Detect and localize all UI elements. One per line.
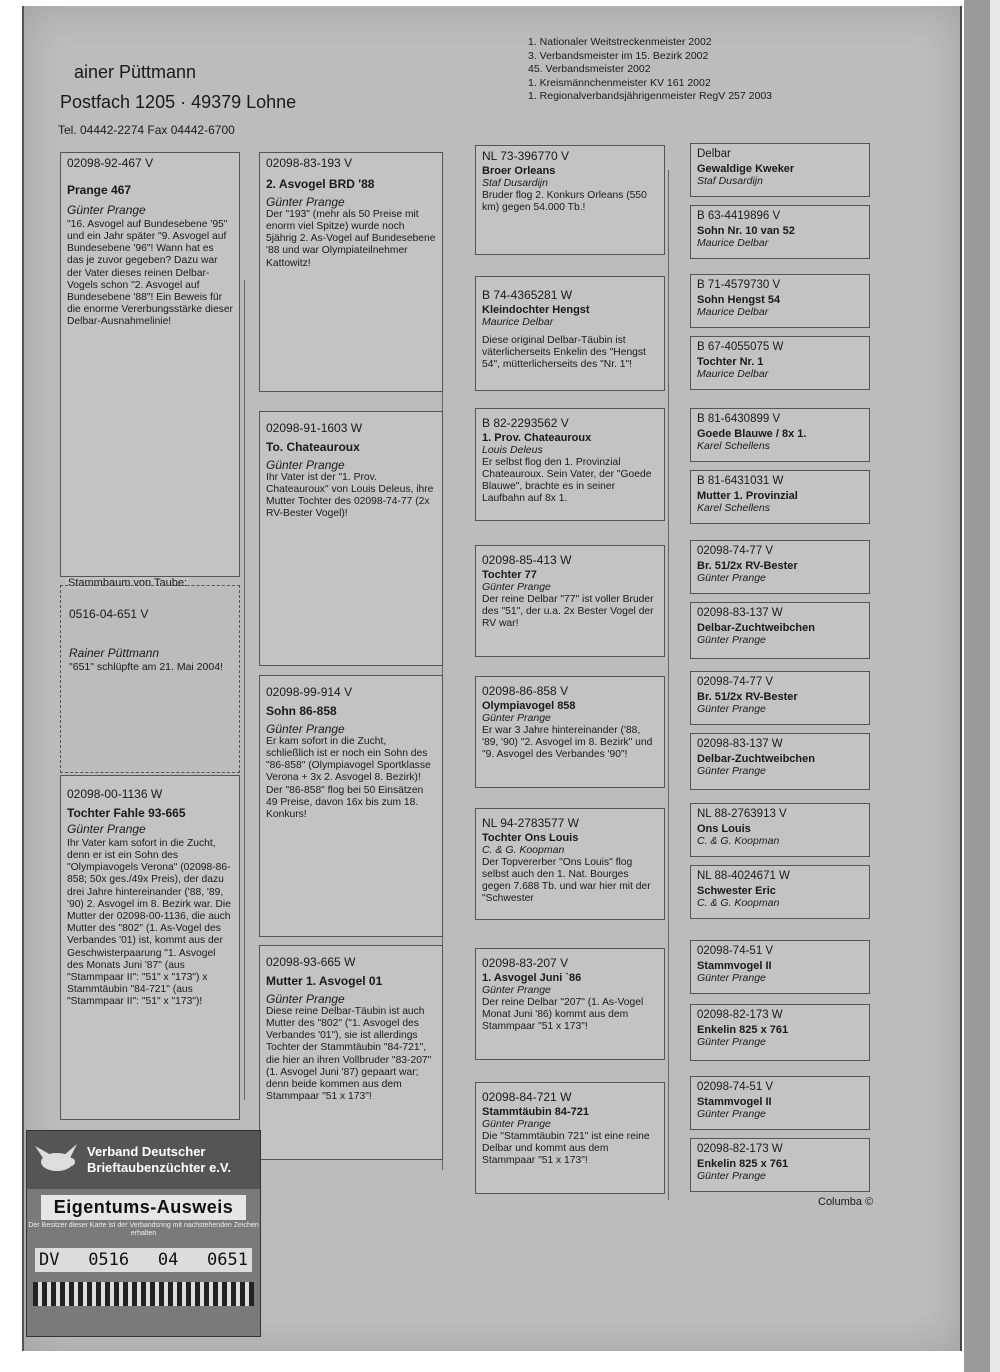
pedigree-connector bbox=[668, 170, 669, 1200]
breeder-name: Günter Prange bbox=[697, 634, 766, 647]
ring-number: 02098-99-914 V bbox=[266, 685, 353, 699]
ring-number: B 71-4579730 V bbox=[697, 279, 781, 291]
ring-number: 02098-82-173 W bbox=[697, 1009, 783, 1021]
breeder-name: Günter Prange bbox=[266, 992, 345, 1007]
breeder-name: Günter Prange bbox=[482, 581, 551, 594]
pigeon-name: Br. 51/2x RV-Bester bbox=[697, 559, 798, 572]
ownership-badge bbox=[26, 1130, 261, 1337]
breeder-name: Staf Dusardijn bbox=[482, 177, 548, 190]
pigeon-description: Diese original Delbar-Täubin ist väterlicherseits Enkelin des "Hengst 54", mütterlicherseits des "Nr. 1"! bbox=[482, 334, 646, 371]
pigeon-name: Tochter Nr. 1 bbox=[697, 355, 764, 368]
great-grandparent-card bbox=[475, 408, 665, 521]
ancestor-card bbox=[690, 602, 870, 659]
pigeon-description: Diese reine Delbar-Täubin ist auch Mutter des "802" ("1. Asvogel des Verbandes '01"), sie ist allerdings Tochter der Stammtäubin "84-721", die hier an ihren Vollbruder "83-207" (1. Asvogel Juni '87) gepaart war; denn beide kommen aus dem Stammpaar "51 x 173"! bbox=[266, 1005, 432, 1103]
breeder-name: Günter Prange bbox=[697, 1170, 766, 1183]
badge-ring-part: 0651 bbox=[207, 1250, 248, 1270]
great-grandparent-card bbox=[475, 808, 665, 920]
ring-number: 02098-83-137 W bbox=[697, 738, 783, 750]
pigeon-name: Schwester Eric bbox=[697, 884, 776, 897]
badge-security-pattern bbox=[33, 1282, 254, 1306]
pigeon-name: Enkelin 825 x 761 bbox=[697, 1023, 789, 1036]
pigeon-name: 1. Asvogel Juni `86 bbox=[482, 971, 582, 984]
ring-number: B 63-4419896 V bbox=[697, 210, 781, 222]
pigeon-name: Mutter 1. Provinzial bbox=[697, 489, 798, 502]
breeder-name: C. & G. Koopman bbox=[482, 844, 565, 857]
owner-phone: Tel. 04442-2274 Fax 04442-6700 bbox=[58, 123, 235, 137]
ancestor-card bbox=[690, 1004, 870, 1061]
ancestor-card bbox=[690, 671, 870, 725]
breeder-name: Günter Prange bbox=[697, 1108, 766, 1121]
ancestor-card bbox=[690, 1076, 870, 1130]
ancestor-card bbox=[690, 336, 870, 390]
ancestor-card bbox=[690, 408, 870, 462]
pigeon-description: "16. Asvogel auf Bundesebene '95" und ein Jahr später "9. Asvogel auf Bundesebene '96"! Wann hat es das je zuvor gegeben? Dazu war der Vater dieses reinen Delbar-Vogels schon "2. Asvogel auf Bundesebene '88"! Ein Beweis für die enorme Vererbungsstärke dieser Delbar-Ausnahmelinie! bbox=[67, 218, 233, 328]
pigeon-description: Er kam sofort in die Zucht, schließlich ist er noch ein Sohn des "86-858" (Olympiavogel Sportklasse Verona + 3x 2. Asvogel 8. Bezirk)! Der "86-858" flog bei 50 Einsätzen 49 Preise, davon 16x bis zum 18. Konkurs! bbox=[266, 735, 431, 820]
ancestor-card bbox=[690, 865, 870, 919]
pigeon-name: Delbar-Zuchtweibchen bbox=[697, 752, 815, 765]
parent-father-card bbox=[60, 152, 240, 577]
badge-header bbox=[27, 1131, 260, 1189]
pigeon-name: Enkelin 825 x 761 bbox=[697, 1157, 789, 1170]
pigeon-name: Sohn Hengst 54 bbox=[697, 293, 781, 306]
pigeon-name: Goede Blauwe / 8x 1. bbox=[697, 427, 807, 440]
achievement: 1. Nationaler Weitstreckenmeister 2002 bbox=[528, 36, 712, 48]
ring-number: 02098-74-51 V bbox=[697, 945, 774, 957]
breeder-name: Günter Prange bbox=[266, 195, 345, 210]
great-grandparent-card bbox=[475, 276, 665, 391]
pigeon-name: Delbar-Zuchtweibchen bbox=[697, 621, 815, 634]
ring-number: B 74-4365281 W bbox=[482, 288, 573, 302]
ring-number: B 82-2293562 V bbox=[482, 416, 569, 430]
great-grandparent-card bbox=[475, 1082, 665, 1194]
ancestor-card bbox=[690, 274, 870, 328]
pigeon-name: Sohn Nr. 10 van 52 bbox=[697, 224, 795, 237]
breeder-name: Günter Prange bbox=[67, 822, 146, 837]
ring-number: 02098-74-77 V bbox=[697, 545, 774, 557]
owner-name: ainer Püttmann bbox=[74, 62, 197, 82]
badge-ring-part: 0516 bbox=[88, 1250, 130, 1270]
scan-margin bbox=[990, 0, 1000, 1372]
breeder-name: Günter Prange bbox=[266, 722, 345, 737]
ring-number: NL 73-396770 V bbox=[482, 149, 569, 163]
badge-org-line: Brieftaubenzüchter e.V. bbox=[87, 1160, 232, 1175]
grandparent-card bbox=[259, 411, 443, 666]
subject-legend: Stammbaum von Taube: bbox=[68, 577, 188, 589]
pigeon-name: Sohn 86-858 bbox=[266, 703, 337, 718]
ring-number: B 81-6430899 V bbox=[697, 413, 781, 425]
pigeon-description: Der "193" (mehr als 50 Preise mit enorm viel Spitze) wurde noch 5jährig 2. As-Vogel auf Bundesebene '88 und war Olympiateilnehmer Kattowitz! bbox=[266, 208, 436, 269]
achievement: 3. Verbandsmeister im 15. Bezirk 2002 bbox=[528, 49, 709, 62]
ancestor-card bbox=[690, 540, 870, 594]
breeder-name: C. & G. Koopman bbox=[697, 897, 780, 910]
pigeon-logo-icon bbox=[33, 1140, 81, 1180]
pigeon-description: Bruder flog 2. Konkurs Orleans (550 km) gegen 54.000 Tb.! bbox=[482, 189, 647, 213]
badge-org-line: Verband Deutscher bbox=[87, 1144, 206, 1159]
pigeon-name: Broer Orleans bbox=[482, 164, 556, 177]
ring-number: 02098-85-413 W bbox=[482, 553, 572, 567]
pigeon-description: Ihr Vater kam sofort in die Zucht, denn er ist ein Sohn des "Olympiavogels Verona" (02098-86-858; 50x ges./49x Preis), der dazu drei Jahre hintereinander ('88, '89, '90) 2. Asvogel im 8. Bezirk war. Die Mutter der 02098-00-1136, die auch Mutter des "802" (1. As-Vogel des Verbandes '01) ist, kommt aus der Geschwisterpaarung "1. Asvogel des Monats Juni '87" (aus "Stammpaar II": "51" x "173") x Stammtäubin "84-721" (aus "Stammpaar II": "51" x "173")! bbox=[67, 837, 231, 1008]
pigeon-name: Stammtäubin 84-721 bbox=[482, 1105, 589, 1118]
breeder-name: Maurice Delbar bbox=[697, 368, 769, 381]
ring-number: B 67-4055075 W bbox=[697, 341, 784, 353]
ring-number: 02098-00-1136 W bbox=[67, 787, 163, 801]
pigeon-description: Er selbst flog den 1. Provinzial Chateauroux. Sein Vater, der "Goede Blauwe", brachte es in seiner Laufbahn auf 8x 1. bbox=[482, 456, 652, 505]
grandparent-card bbox=[259, 945, 443, 1160]
pigeon-name: Prange 467 bbox=[67, 182, 132, 197]
great-grandparent-card bbox=[475, 545, 665, 657]
pigeon-name: Tochter 77 bbox=[482, 568, 537, 581]
pedigree-connector bbox=[244, 280, 245, 1100]
pigeon-description: Ihr Vater ist der "1. Prov. Chateauroux" von Louis Deleus, ihre Mutter Tochter des 02098-74-77 (2x RV-Bester Vogel)! bbox=[266, 471, 434, 520]
ring-number: 02098-91-1603 W bbox=[266, 421, 363, 435]
breeder-name: Maurice Delbar bbox=[482, 316, 554, 329]
pigeon-name: Gewaldige Kweker bbox=[697, 162, 795, 175]
pigeon-description: Der reine Delbar "77" ist voller Bruder des "51", der u.a. 2x Bester Vogel der RV war! bbox=[482, 593, 654, 630]
ring-number: 02098-83-193 V bbox=[266, 156, 353, 170]
ring-number: 02098-92-467 V bbox=[67, 156, 154, 170]
scan-edge bbox=[964, 0, 990, 1372]
ring-number: 02098-84-721 W bbox=[482, 1090, 572, 1104]
great-grandparent-card bbox=[475, 676, 665, 788]
breeder-name: Günter Prange bbox=[482, 1118, 551, 1131]
subject-pigeon-card bbox=[60, 585, 240, 773]
breeder-name: Karel Schellens bbox=[697, 440, 770, 453]
achievement: 45. Verbandsmeister 2002 bbox=[528, 63, 651, 76]
ring-number: NL 88-4024671 W bbox=[697, 870, 790, 882]
breeder-name: Günter Prange bbox=[266, 458, 345, 473]
badge-organization bbox=[87, 1144, 231, 1176]
ring-number: 02098-74-51 V bbox=[697, 1081, 774, 1093]
pigeon-name: Kleindochter Hengst bbox=[482, 303, 590, 316]
ancestor-card bbox=[690, 470, 870, 524]
ancestor-card bbox=[690, 733, 870, 790]
pigeon-name: Ons Louis bbox=[697, 822, 751, 835]
grandparent-card bbox=[259, 675, 443, 937]
pigeon-name: Mutter 1. Asvogel 01 bbox=[266, 973, 383, 988]
badge-ring-prefix: DV bbox=[39, 1250, 60, 1270]
breeder-name: Günter Prange bbox=[697, 572, 766, 585]
breeder-name: Louis Deleus bbox=[482, 444, 543, 457]
breeder-name: Günter Prange bbox=[482, 712, 551, 725]
breeder-name: Günter Prange bbox=[697, 1036, 766, 1049]
ring-number: NL 88-2763913 V bbox=[697, 808, 787, 820]
breeder-name: Günter Prange bbox=[697, 972, 766, 985]
subject-owner: Rainer Püttmann bbox=[69, 645, 160, 660]
owner-address: Postfach 1205 · 49379 Lohne bbox=[60, 92, 297, 112]
pigeon-name: 1. Prov. Chateauroux bbox=[482, 431, 592, 444]
ancestor-card bbox=[690, 803, 870, 857]
badge-ring-part: 04 bbox=[157, 1250, 179, 1270]
breeder-name: Staf Dusardijn bbox=[697, 175, 763, 188]
pigeon-description: Der reine Delbar "207" (1. As-Vogel Monat Juni '86) kommt aus dem Stammpaar "51 x 173"! bbox=[482, 996, 644, 1033]
pigeon-name: Stammvogel II bbox=[697, 1095, 772, 1108]
ring-number: 02098-82-173 W bbox=[697, 1143, 783, 1155]
footer-brand: Columba © bbox=[818, 1196, 874, 1208]
subject-ring-number: 0516-04-651 V bbox=[69, 607, 149, 621]
breeder-name: Günter Prange bbox=[697, 703, 766, 716]
breeder-name: Maurice Delbar bbox=[697, 306, 769, 319]
ancestor-card bbox=[690, 940, 870, 994]
badge-ring-number bbox=[35, 1248, 252, 1272]
pigeon-name: Br. 51/2x RV-Bester bbox=[697, 690, 798, 703]
achievement: 1. Kreismännchenmeister KV 161 2002 bbox=[528, 76, 711, 89]
ancestor-card bbox=[690, 205, 870, 259]
badge-note: Der Besitzer dieser Karte ist der Verbandsring mit nachstehenden Zeichen erhalten bbox=[28, 1222, 259, 1237]
ring-number: Delbar bbox=[697, 148, 731, 160]
parent-mother-card bbox=[60, 775, 240, 1120]
ring-number: 02098-83-137 W bbox=[697, 607, 783, 619]
grandparent-card bbox=[259, 152, 443, 392]
achievement: 1. Regionalverbandsjährigenmeister RegV 257 2003 bbox=[528, 90, 772, 103]
ancestor-card bbox=[690, 1138, 870, 1192]
breeder-name: Karel Schellens bbox=[697, 502, 770, 515]
ring-number: 02098-83-207 V bbox=[482, 956, 569, 970]
breeder-name: Günter Prange bbox=[482, 984, 551, 997]
ring-number: B 81-6431031 W bbox=[697, 475, 784, 487]
pigeon-name: To. Chateauroux bbox=[266, 439, 360, 454]
ancestor-card bbox=[690, 143, 870, 197]
breeder-name: Günter Prange bbox=[697, 765, 766, 778]
breeder-name: C. & G. Koopman bbox=[697, 835, 780, 848]
pigeon-description: Die "Stammtäubin 721" ist eine reine Delbar und kommt aus dem Stammpaar "51 x 173"! bbox=[482, 1130, 650, 1167]
pigeon-description: Der Topvererber "Ons Louis" flog selbst auch den 1. Nat. Bourges gegen 7.688 Tb. und war hier mit der "Schwester bbox=[482, 856, 651, 905]
pigeon-name: 2. Asvogel BRD '88 bbox=[266, 176, 375, 191]
breeder-name: Günter Prange bbox=[67, 203, 146, 218]
pigeon-name: Stammvogel II bbox=[697, 959, 772, 972]
subject-description: "651" schlüpfte am 21. Mai 2004! bbox=[69, 661, 223, 674]
pigeon-description: Er war 3 Jahre hintereinander ('88, '89, '90) "2. Asvogel im 8. Bezirk" und "9. Asvogel des Verbandes '90"! bbox=[482, 724, 653, 761]
pigeon-name: Tochter Fahle 93-665 bbox=[67, 805, 186, 820]
achievements-list bbox=[528, 36, 772, 104]
badge-title: Eigentums-Ausweis bbox=[41, 1195, 246, 1220]
great-grandparent-card bbox=[475, 948, 665, 1060]
ring-number: 02098-74-77 V bbox=[697, 676, 774, 688]
breeder-name: Maurice Delbar bbox=[697, 237, 769, 250]
pigeon-name: Olympiavogel 858 bbox=[482, 699, 576, 712]
ring-number: 02098-86-858 V bbox=[482, 684, 569, 698]
ring-number: NL 94-2783577 W bbox=[482, 816, 579, 830]
ring-number: 02098-93-665 W bbox=[266, 955, 356, 969]
great-grandparent-card bbox=[475, 145, 665, 255]
pigeon-name: Tochter Ons Louis bbox=[482, 831, 579, 844]
